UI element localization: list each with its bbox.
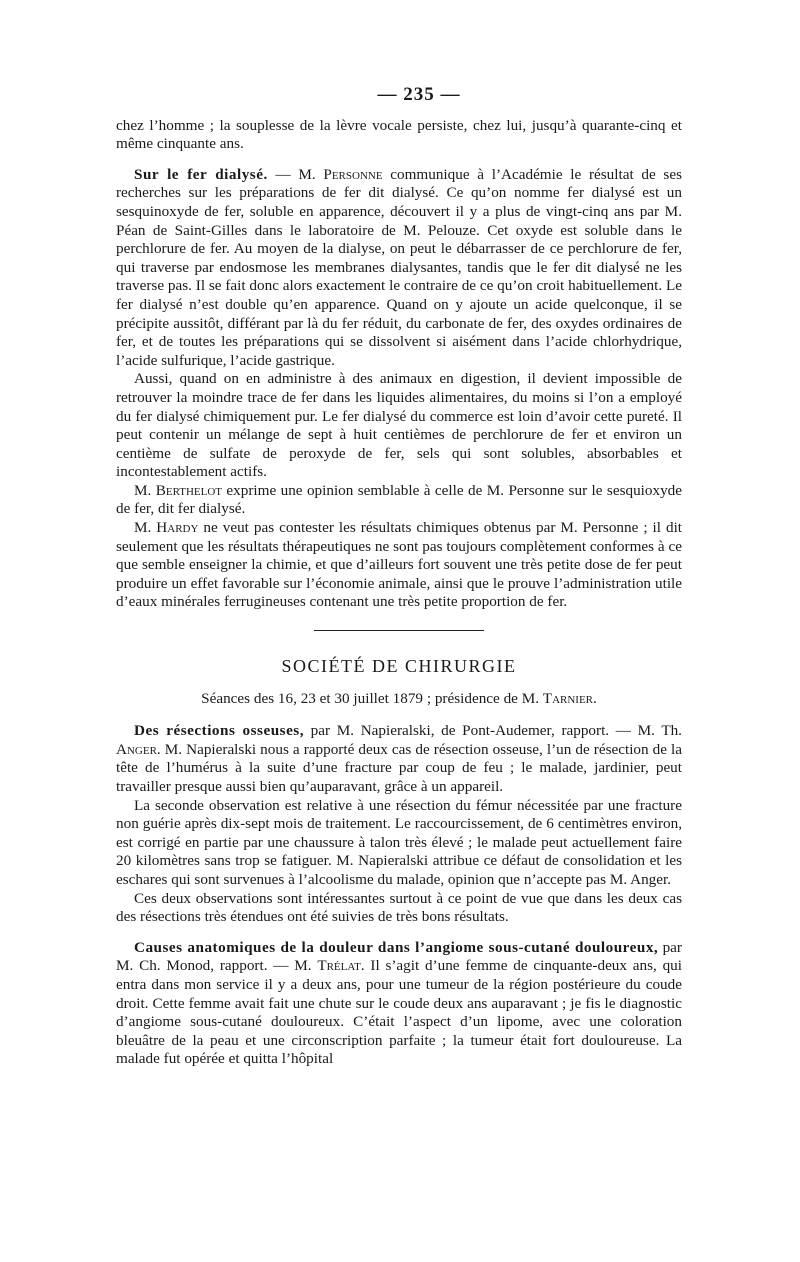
author-name: Trélat. [317,957,365,975]
author-name: Anger. [116,740,161,758]
president-name: Tarnier. [542,689,597,707]
article-text: M. Napieralski nous a rapporté deux cas de résection osseuse, l’un de résection de la tête de l’humérus à la suite d’une fracture par coup de feu ; le malade, jardinier, peut travailler presque aussi bien qu’auparavant, grâce à un appareil. [116,740,682,795]
paragraph: Aussi, quand on en administre à des animaux en digestion, il devient impossible de retrouver la moindre trace de fer dans les liquides alimentaires, du moins si l’on a employé du fer dialysé chimiquement pur. Le fer dialysé du commerce est loin d’avoir cette pureté. Il peut contenir un mélange de sept à huit centièmes de perchlorure de fer et environ un centième de sulfate de peroxyde de fer, sels qui sont solubles, absorbables et incontestablement actifs. [116,370,682,481]
page-content [116,86,682,1069]
article-text: par M. Napieralski, de Pont-Audemer, rapport. — M. Th. [304,722,682,740]
paragraph: La seconde observation est relative à une résection du fémur nécessitée par une fracture non guérie après dix-sept mois de traitement. Le raccourcissement, de 6 centimètres environ, est corrigé en partie par une chaussure à talon très élevé ; le malade peut actuellement faire 20 kilomètres sans trop se fatiguer. M. Napieralski attribue ce défaut de consolidation et les eschares qui sont survenues à l’alcoolisme du malade, opinion que n’accepte pas M. Anger. [116,796,682,888]
article-text: Il s’agit d’une femme de cinquante-deux ans, qui entra dans mon service il y a deux ans, pour une tumeur de la région postérieure du coude droit. Cette femme avait fait une chute sur le coude deux ans auparavant ; je fis le diagnostic d’angiome sous-cutané douloureux. C’était l’aspect d’un lipome, avec une coloration bleuâtre de la peau et une circonscription parfaite ; la tumeur était fort douloureuse. La malade fut opérée et quitta l’hôpital [116,957,682,1068]
article-heading: Des résections osseuses, [134,722,305,740]
article-fer-dialyse [116,166,682,371]
page-number: — 235 — [377,84,461,105]
author-name: M. Hardy [134,519,199,537]
paragraph: Ces deux observations sont intéressantes surtout à ce point de vue que dans les deux cas des résections très étendues ont été suivies de très bons résultats. [116,889,682,926]
article-angiome [116,939,682,1069]
section-title: SOCIÉTÉ DE CHIRURGIE [281,656,517,677]
paragraph-text: ne veut pas contester les résultats chimiques obtenus par M. Personne ; il dit seulement que les résultats thérapeutiques ne sont pas toujours complètement conformes à ce que semble enseigner la chimie, et que d’ailleurs fort souvent une très petite dose de fer peut produire un effet favorable sur l’économie animale, ainsi que le prouve l’administration utile d’eaux minérales ferrugineuses contenant une très petite proportion de fer. [116,519,683,611]
article-text: par M. Ch. Monod, rapport. — M. [116,938,682,975]
subtitle-text: Séances des 16, 23 et 30 juillet 1879 ; présidence de M. [201,689,543,707]
paragraph-text: exprime une opinion semblable à celle de M. Personne sur le sesquioxyde de fer, dit fer dialysé. [116,481,682,518]
section-divider [314,630,484,631]
paragraph-hardy [116,519,682,612]
article-heading: Sur le fer dialysé. [134,165,268,183]
article-resections [116,722,682,796]
section-subtitle [116,690,682,709]
article-heading: Causes anatomiques de la douleur dans l’angiome sous-cutané douloureux, [134,938,659,956]
article-separator: — M. [267,165,324,183]
paragraph-berthelot [116,482,682,519]
paragraph-intro: chez l’homme ; la souplesse de la lèvre vocale persiste, chez lui, jusqu’à quarante-cinq et même cinquante ans. [116,116,682,153]
author-name: M. Berthelot [134,481,223,499]
article-text: communique à l’Académie le résultat de ses recherches sur les préparations de fer dit dialysé. Ce qu’on nomme fer dialysé est un sesquinoxyde de fer, soluble en apparence, découvert il y a plus de vingt-cinq ans par M. Péan de Saint-Gilles dans le laboratoire de M. Pelouze. Cet oxyde est soluble dans le perchlorure de fer. Au moyen de la dialyse, on peut le débarrasser de ce perchlorure de fer, qui traverse par endosmose les membranes dialysantes, tandis que le fer dit dialysé ne les traverse pas. Il se fait donc alors exactement le contraire de ce qu’on croit habituellement. Le fer dialysé n’est double qu’en apparence. Quand on y ajoute un acide quelconque, il se précipite aussitôt, différant par là du fer réduit, du carbonate de fer, des oxydes ordinaires de fer, et de toutes les préparations qui se dissolvent si aisément dans l’acide chlorhydrique, l’acide sulfurique, l’acide gastrique. [116,165,682,369]
author-name: Personne [323,165,383,183]
